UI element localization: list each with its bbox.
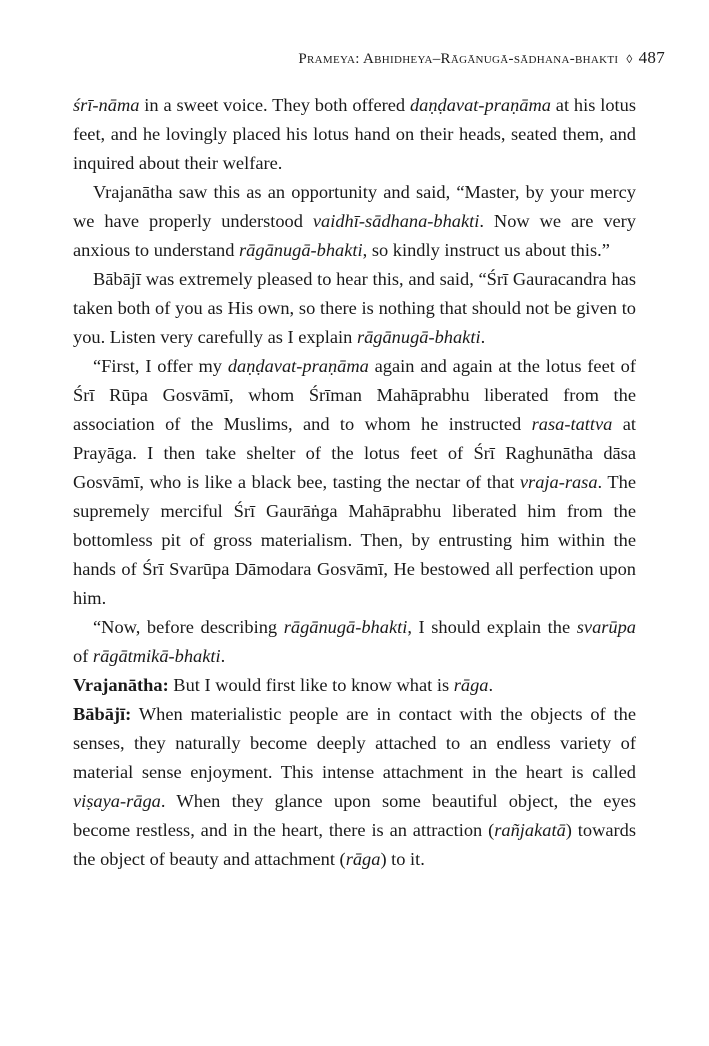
text-run: “First, I offer my	[93, 356, 228, 376]
italic-term: rāgātmikā-bhakti	[92, 646, 221, 666]
text-run: .	[220, 646, 226, 666]
text-run: .	[480, 327, 486, 347]
italic-term: svarūpa	[576, 617, 637, 637]
italic-term: daṇḍavat-praṇāma	[409, 95, 551, 115]
speaker-label: Vrajanātha:	[73, 675, 169, 695]
text-run: in a sweet voice. They both offered	[139, 95, 410, 115]
speaker-label: Bābājī:	[73, 704, 132, 724]
text-run: at Prayāga. I then take shelter of the lotus feet of Śrī Raghunātha dāsa Gosvāmī, who is like a black bee, tasting the nectar of that	[73, 414, 636, 492]
body-text	[73, 91, 636, 874]
text-run: But I would first like to know what is	[168, 675, 454, 695]
text-run: again and again at the lotus feet of Śrī Rūpa Gosvāmī, whom Śrīman Mahāprabhu liberated from the association of the Muslims, and to whom he instructed	[73, 356, 637, 434]
text-run: at his lotus feet, and he lovingly placed his lotus hand on their heads, seated them, and inquired about their welfare.	[73, 95, 637, 173]
page-number: 487	[638, 48, 665, 67]
paragraph	[73, 700, 636, 874]
paragraph	[73, 265, 636, 352]
paragraph	[73, 613, 636, 671]
italic-term: vaidhī-sādhana-bhakti	[312, 211, 480, 231]
paragraph	[73, 352, 636, 613]
italic-term: vraja-rasa	[519, 472, 598, 492]
text-run: , so kindly instruct us about this.”	[362, 240, 610, 260]
paragraph	[73, 91, 636, 178]
diamond-separator-icon: ◊	[626, 52, 633, 66]
text-run: . The supremely merciful Śrī Gaurāṅga Mahāprabhu liberated him from the bottomless pit of gross materialism. Then, by entrusting him within the hands of Śrī Svarūpa Dāmodara Gosvāmī, He bestowed all perfection upon him.	[73, 472, 636, 608]
text-run: Vrajanātha saw this as an opportunity and said, “Master, by your mercy we have properly understood	[73, 182, 636, 231]
paragraph	[73, 178, 636, 265]
running-head	[298, 48, 665, 68]
italic-term: daṇḍavat-praṇāma	[227, 356, 369, 376]
text-run: When materialistic people are in contact with the objects of the senses, they naturally become deeply attached to an endless variety of material sense enjoyment. This intense attachment in the heart is called	[73, 704, 636, 782]
italic-term: viṣaya-rāga	[73, 791, 161, 811]
text-run: . Now we are very anxious to understand	[73, 211, 636, 260]
italic-term: rāga	[345, 849, 381, 869]
text-run: “Now, before describing	[93, 617, 284, 637]
text-run: ) to it.	[380, 849, 425, 869]
paragraph	[73, 671, 636, 700]
text-run: of	[73, 646, 93, 666]
text-run: , I should explain the	[407, 617, 577, 637]
italic-term: rāga	[453, 675, 489, 695]
text-run: . When they glance upon some beautiful object, the eyes become restless, and in the heart, there is an attraction (	[73, 791, 636, 840]
text-run: Bābājī was extremely pleased to hear this, and said, “Śrī Gauracandra has taken both of you as His own, so there is nothing that should not be given to you. Listen very carefully as I explain	[73, 269, 636, 347]
italic-term: rāgānugā-bhakti	[356, 327, 481, 347]
italic-term: rañjakatā	[494, 820, 566, 840]
italic-term: rāgānugā-bhakti	[283, 617, 408, 637]
italic-term: rāgānugā-bhakti	[239, 240, 363, 260]
italic-term: rasa-tattva	[531, 414, 613, 434]
running-head-title: Prameya: Abhidheya–Rāgānugā-sādhana-bhakti	[298, 51, 619, 67]
italic-term: śrī-nāma	[73, 95, 140, 115]
text-run: .	[488, 675, 494, 695]
text-run: ) towards the object of beauty and attachment (	[73, 820, 636, 869]
